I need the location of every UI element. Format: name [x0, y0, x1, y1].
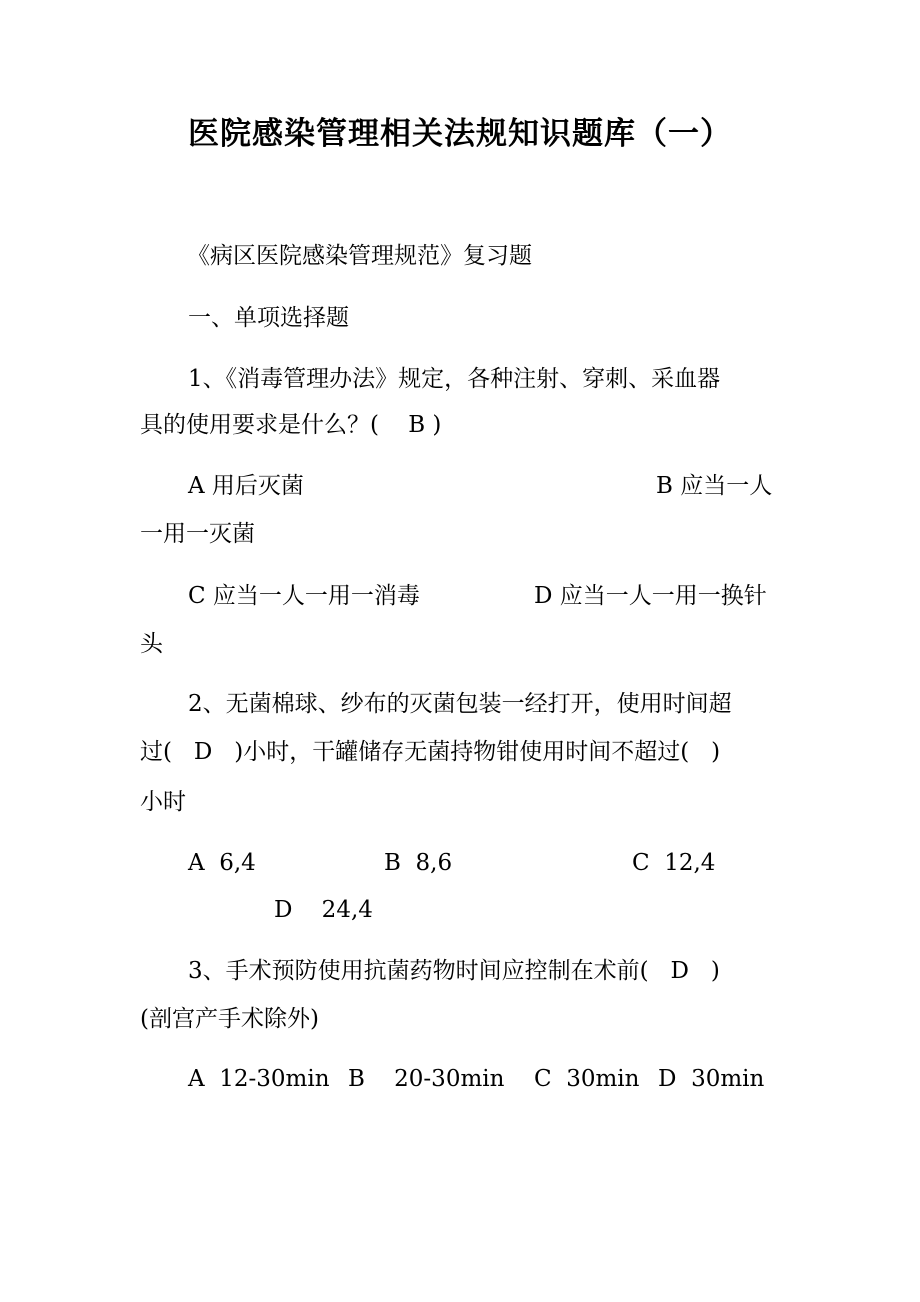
question-text-line: 过( D )小时，干罐储存无菌持物钳使用时间不超过( )	[140, 739, 721, 765]
option-c: C 12,4	[632, 850, 716, 876]
question-text-line: 2、无菌棉球、纱布的灭菌包装一经打开，使用时间超	[188, 691, 732, 717]
option-b: B 应当一人	[656, 473, 773, 499]
option-c: C 应当一人一用一消毒	[188, 583, 420, 609]
option-d: D 24,4	[274, 897, 373, 923]
subtitle: 《病区医院感染管理规范》复习题	[187, 243, 532, 269]
option-a: A 6,4	[188, 850, 256, 876]
option-a: A 12-30min	[188, 1066, 330, 1092]
option-b: B 20-30min	[348, 1066, 505, 1092]
option-b-continued: 一用一灭菌	[140, 521, 255, 547]
question-text-line: 3、手术预防使用抗菌药物时间应控制在术前( D )	[188, 958, 720, 984]
option-b: B 8,6	[384, 850, 453, 876]
document-title: 医院感染管理相关法规知识题库（一）	[188, 116, 732, 152]
option-d: D 30min	[658, 1066, 765, 1092]
option-d: D 应当一人一用一换针	[534, 583, 767, 609]
section-heading: 一、单项选择题	[188, 305, 349, 331]
question-text-line: 具的使用要求是什么？( B )	[140, 412, 442, 438]
question-text-line: 小时	[140, 789, 186, 815]
question-text-line: (剖宫产手术除外)	[140, 1006, 319, 1032]
option-a: A 用后灭菌	[188, 473, 304, 499]
option-d-continued: 头	[140, 631, 163, 657]
question-text-line: 1、《消毒管理办法》规定，各种注射、穿刺、采血器	[188, 366, 721, 392]
option-c: C 30min	[534, 1066, 640, 1092]
